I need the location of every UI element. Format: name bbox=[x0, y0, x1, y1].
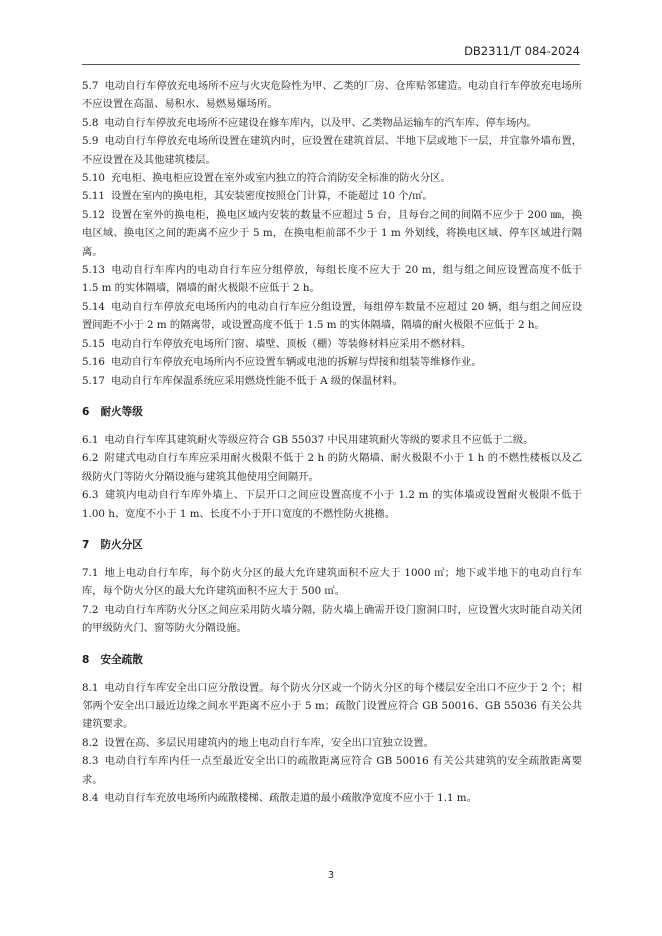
clause-number: 6.3 bbox=[82, 489, 99, 502]
clause-paragraph bbox=[82, 679, 582, 734]
clause-text: 充电柜、换电柜应设置在室外或室内独立的符合消防安全标准的防火分区。 bbox=[110, 172, 451, 185]
clause-text: 设置在高、多层民用建筑内的地上电动自行车库，安全出口宜独立设置。 bbox=[104, 736, 434, 749]
clause-paragraph bbox=[82, 298, 582, 335]
clause-number: 5.7 bbox=[82, 80, 99, 92]
page-body bbox=[82, 77, 582, 807]
section-number: 7 bbox=[82, 538, 90, 551]
section-number: 6 bbox=[82, 405, 90, 418]
clause-number: 7.2 bbox=[82, 603, 99, 616]
clause-text: 电动自行车停放充电场所门窗、墙壁、顶板（棚）等装修材料应采用不燃材料。 bbox=[110, 337, 472, 350]
section-heading-6 bbox=[82, 404, 582, 419]
clause-text: 电动自行车停放充电场所内不应设置车辆或电池的拆解与焊接和组装等维修作业。 bbox=[110, 356, 482, 369]
clause-paragraph bbox=[82, 169, 582, 187]
clauses-group-7 bbox=[82, 564, 582, 638]
section-title: 防火分区 bbox=[100, 538, 143, 551]
clause-text: 电动自行车库其建筑耐火等级应符合 GB 55037 中民用建筑耐火等级的要求且不应低于二级。 bbox=[104, 433, 534, 446]
clause-number: 5.12 bbox=[82, 208, 105, 221]
clause-paragraph bbox=[82, 734, 582, 752]
clause-text: 电动自行车停放充电场所设置在建筑内时，应设置在建筑首层、半地下层或地下一层，并宜靠外墙布置，不应设置在及其他建筑楼层。 bbox=[82, 135, 582, 166]
clauses-group-5 bbox=[82, 77, 582, 390]
clause-number: 5.13 bbox=[82, 264, 105, 277]
clause-number: 5.11 bbox=[82, 190, 105, 203]
clause-number: 5.9 bbox=[82, 135, 99, 148]
clause-paragraph bbox=[82, 752, 582, 789]
clause-number: 5.16 bbox=[82, 356, 105, 369]
clause-text: 电动自行车库内的电动自行车应分组停放，每组长度不应大于 20 m，组与组之间应设置高度不低于 1.5 m 的实体隔墙，隔墙的耐火极限不应低于 2 h。 bbox=[82, 264, 582, 295]
clause-paragraph bbox=[82, 114, 582, 132]
clause-text: 附建式电动自行车库应采用耐火极限不低于 2 h 的防火隔墙、耐火极限不小于 1 h 的不燃性楼板以及乙级防火门等防火分隔设施与建筑其他使用空间隔开。 bbox=[82, 452, 582, 483]
clause-text: 电动自行车库防火分区之间应采用防火墙分隔，防火墙上确需开设门窗洞口时，应设置火灾时能自动关闭的甲级防火门、窗等防火分隔设施。 bbox=[82, 603, 582, 635]
clause-number: 7.1 bbox=[82, 566, 99, 579]
clause-paragraph bbox=[82, 431, 582, 449]
clause-paragraph bbox=[82, 187, 582, 205]
clause-text: 电动自行车库内任一点至最近安全出口的疏散距离应符合 GB 50016 有关公共建筑的安全疏散距离要求。 bbox=[82, 755, 582, 786]
clause-number: 5.8 bbox=[82, 116, 99, 129]
clause-paragraph bbox=[82, 261, 582, 298]
clause-number: 6.1 bbox=[82, 433, 99, 446]
clause-number: 5.14 bbox=[82, 300, 105, 313]
document-number: DB2311/T 084-2024 bbox=[464, 44, 580, 58]
clause-number: 5.10 bbox=[82, 172, 105, 185]
clause-text: 电动自行车停放充电场所不应建设在修车库内，以及甲、乙类物品运输车的汽车库、停车场内。 bbox=[104, 116, 537, 129]
page-number: 3 bbox=[327, 870, 335, 881]
clause-paragraph bbox=[82, 132, 582, 169]
section-heading-8 bbox=[82, 652, 582, 667]
clause-text: 建筑内电动自行车库外墙上、下层开口之间应设置高度不小于 1.2 m 的实体墙或设置耐火极限不低于 1.00 h、宽度不小于 1 m、长度不小于开口宽度的不燃性防火挑檐。 bbox=[82, 489, 582, 520]
clause-text: 电动自行车停放充电场所内的电动自行车应分组设置，每组停车数量不应超过 20 辆，组与组之间应设置间距不小于 2 m 的隔离带，或设置高度不低于 1.5 m 的实体隔墙，隔墙的耐火极限不应低于 2 h。 bbox=[82, 300, 582, 332]
clause-paragraph bbox=[82, 77, 582, 114]
clause-paragraph bbox=[82, 353, 582, 371]
clause-paragraph bbox=[82, 335, 582, 353]
clause-number: 5.17 bbox=[82, 374, 105, 387]
clause-text: 设置在室外的换电柜，换电区域内安装的数量不应超过 5 台，且每台之间的间隔不应少于 200 ㎜，换电区域、换电区之间的距离不应少于 5 m，在换电柜前部不少于 1 m 外划线，将换电区域、停车区域进行隔离。 bbox=[82, 208, 582, 258]
clause-text: 电动自行车库保温系统应采用燃烧性能不低于 A 级的保温材料。 bbox=[110, 374, 403, 387]
clause-paragraph bbox=[82, 564, 582, 601]
clause-paragraph bbox=[82, 206, 582, 261]
clause-number: 8.3 bbox=[82, 755, 99, 768]
clause-text: 电动自行车库安全出口应分散设置。每个防火分区或一个防火分区的每个楼层安全出口不应少于 2 个；相邻两个安全出口最近边缘之间水平距离不应小于 5 m；疏散门设置应符合 GB 50016、GB 55036 有关公共建筑要求。 bbox=[82, 681, 582, 731]
clause-text: 地上电动自行车库，每个防火分区的最大允许建筑面积不应大于 1000 ㎡；地下或半地下的电动自行车库，每个防火分区的最大允许建筑面积不应大于 500 ㎡。 bbox=[82, 566, 582, 598]
section-title: 安全疏散 bbox=[100, 653, 143, 666]
clause-text: 电动自行车停放充电场所不应与火灾危险性为甲、乙类的厂房、仓库贴邻建造。电动自行车停放充电场所不应设置在高温、易积水、易燃易爆场所。 bbox=[82, 80, 582, 111]
clause-paragraph bbox=[82, 449, 582, 486]
clause-number: 8.1 bbox=[82, 681, 99, 694]
clauses-group-6 bbox=[82, 431, 582, 523]
clause-number: 8.4 bbox=[82, 792, 99, 804]
clause-text: 设置在室内的换电柜，其安装密度按照仓门计算，不能超过 10 个/㎡。 bbox=[110, 190, 433, 203]
section-heading-7 bbox=[82, 537, 582, 552]
clauses-group-8 bbox=[82, 679, 582, 808]
clause-paragraph bbox=[82, 486, 582, 523]
header-divider bbox=[82, 64, 580, 65]
clause-number: 5.15 bbox=[82, 337, 105, 350]
clause-number: 8.2 bbox=[82, 736, 99, 749]
section-number: 8 bbox=[82, 653, 90, 666]
clause-number: 6.2 bbox=[82, 452, 99, 465]
clause-paragraph bbox=[82, 789, 582, 807]
clause-paragraph bbox=[82, 601, 582, 638]
clause-text: 电动自行车充放电场所内疏散楼梯、疏散走道的最小疏散净宽度不应小于 1.1 m。 bbox=[104, 792, 477, 804]
clause-paragraph bbox=[82, 372, 582, 390]
section-title: 耐火等级 bbox=[100, 405, 143, 418]
